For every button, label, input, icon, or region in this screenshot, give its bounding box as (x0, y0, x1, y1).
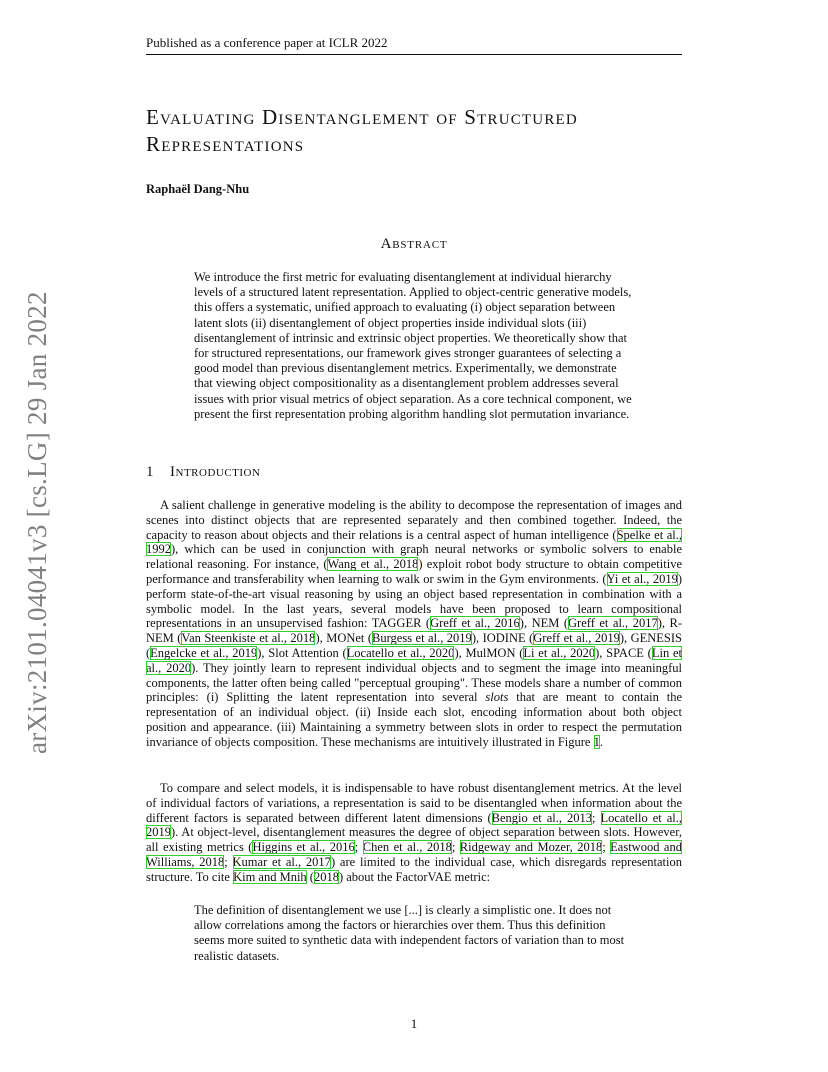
text-run: ), R-NEM ( (146, 616, 683, 646)
citation-link[interactable]: Locatello et al., 2019 (146, 810, 682, 840)
citation-link[interactable]: Kim and Mnih (233, 869, 307, 884)
block-quote: The definition of disentanglement we use [...] is clearly a simplistic one. It does not allow correlations among the factors or hierarchies over them. Thus this definition seems more suited to synthetic data with independent factors of variation than to most realistic datasets. (194, 903, 625, 963)
abstract-heading: Abstract (380, 236, 448, 252)
text-run: ), which can be used in conjunction with graph neural networks or symbolic solvers to enable relational reasoning. For instance, ( (146, 542, 682, 572)
section-heading (146, 464, 260, 481)
text-run: ( (306, 869, 314, 884)
section-title: Introduction (170, 464, 261, 480)
citation-link[interactable]: Chen et al., 2018 (362, 840, 452, 855)
citation-link[interactable]: Burgess et al., 2019 (372, 631, 472, 646)
citation-link[interactable]: Higgins et al., 2016 (252, 840, 355, 855)
citation-link[interactable]: Yi et al., 2019 (606, 571, 678, 586)
text-run: ; (354, 840, 363, 855)
text-run: ), GENESIS ( (146, 631, 682, 660)
citation-link[interactable]: Wang et al., 2018 (327, 557, 419, 572)
citation-link[interactable]: Eastwood and Williams, 2018 (146, 840, 682, 869)
text-run: ) perform state-of-the-art visual reasoning by using an object based representation in combination with a symbolic model. In the last years, several models have been proposed to learn compositional representations in an unsupervised fashion: TAGGER ( (146, 571, 682, 631)
citation-link[interactable]: Greff et al., 2017 (568, 616, 658, 631)
text-run: ), IODINE ( (471, 631, 534, 646)
page-number: 1 (410, 1016, 418, 1031)
citation-link[interactable]: Li et al., 2020 (523, 645, 596, 660)
emphasis: slots (485, 690, 509, 705)
text-run: ; (592, 810, 601, 825)
text-run: ). They jointly learn to represent individual objects and to segment the image into meaningful components, the latter often being called "perceptual grouping". These models share a number of common principles: (i) Splitting the latent representation into several (146, 660, 683, 705)
citation-link[interactable]: Greff et al., 2019 (533, 631, 620, 646)
author-name: Raphaël Dang-Nhu (146, 182, 250, 196)
text-run: ), Slot Attention ( (257, 645, 347, 660)
citation-link[interactable]: Bengio et al., 2013 (491, 810, 593, 825)
citation-link[interactable]: 2018 (313, 869, 339, 884)
citation-link[interactable]: Ridgeway and Mozer, 2018 (459, 840, 603, 855)
citation-link[interactable]: Van Steenkiste et al., 2018 (181, 631, 316, 646)
text-run: ; (451, 840, 460, 855)
citation-link[interactable]: Engelcke et al., 2019 (150, 645, 258, 660)
text-run: ) about the FactorVAE metric: (338, 869, 491, 884)
text-run: that are meant to contain the representation of an individual object. (ii) Inside each slot, encoding information about both object position and appearance. (iii) Maintaining a symmetry between slots in order to respect the permutation invariance of objects composition. These mechanisms are intuitively illustrated in Figure (146, 690, 682, 749)
paper-title: Evaluating Disentanglement of Structured Representations (146, 105, 578, 156)
text-run: ), MONet ( (315, 631, 373, 646)
citation-link[interactable]: Kumar et al., 2017 (232, 854, 331, 869)
citation-link[interactable]: Spelke et al., 1992 (146, 527, 682, 557)
text-run: ). At object-level, disentanglement measures the degree of object separation between slots. However, all existing metrics ( (146, 825, 682, 855)
text-run: . (599, 734, 603, 749)
paragraph-intro-1 (146, 498, 682, 750)
citation-link[interactable]: Locatello et al., 2020 (346, 645, 455, 660)
citation-link[interactable]: Greff et al., 2016 (430, 616, 520, 631)
text-run: ) exploit robot body structure to obtain competitive performance and transferability when learning to walk or swim in the Gym environments. ( (146, 557, 682, 586)
figure-reference-link[interactable]: 1 (593, 734, 600, 749)
text-run: ) are limited to the individual case, which disregards representation structure. To cite (146, 854, 682, 884)
text-run: ; (602, 840, 611, 855)
running-header: Published as a conference paper at ICLR 2022 (146, 35, 682, 55)
text-run: A salient challenge in generative modeling is the ability to decompose the representation of images and scenes into distinct objects that are represented separately and then combined together. Indeed, the capacity to reason about objects and their relations is a central aspect of human intelligence ( (146, 498, 682, 542)
text-run: ), SPACE ( (595, 645, 652, 660)
text-run: ; (224, 854, 233, 869)
citation-link[interactable]: Lin et al., 2020 (146, 645, 682, 675)
abstract-text: We introduce the first metric for evaluating disentanglement at individual hierarchy levels of a structured latent representation. Applied to object-centric generative models, this offers a systematic, unified approach to evaluating (i) object separation between latent slots (ii) disentanglement of object properties inside individual slots (iii) disentanglement of intrinsic and extrinsic object properties. We theoretically show that for structured representations, our framework gives stronger guarantees of selecting a good model than previous disentanglement metrics. Experimentally, we demonstrate that viewing object compositionality as a disentanglement problem addresses several issues with prior visual metrics of object separation. As a core technical component, we present the first representation probing algorithm handling slot permutation invariance. (194, 270, 632, 421)
text-run: ), NEM ( (519, 616, 569, 631)
section-number: 1 (146, 464, 154, 480)
arxiv-stamp: arXiv:2101.04041v3 [cs.LG] 29 Jan 2022 (22, 291, 52, 754)
text-run: To compare and select models, it is indispensable to have robust disentanglement metrics. At the level of individual factors of variations, a representation is said to be disentangled when information about the different factors is separated between different latent dimensions ( (146, 781, 682, 825)
paragraph-intro-2 (146, 781, 682, 885)
text-run: ), MulMON ( (454, 645, 524, 660)
